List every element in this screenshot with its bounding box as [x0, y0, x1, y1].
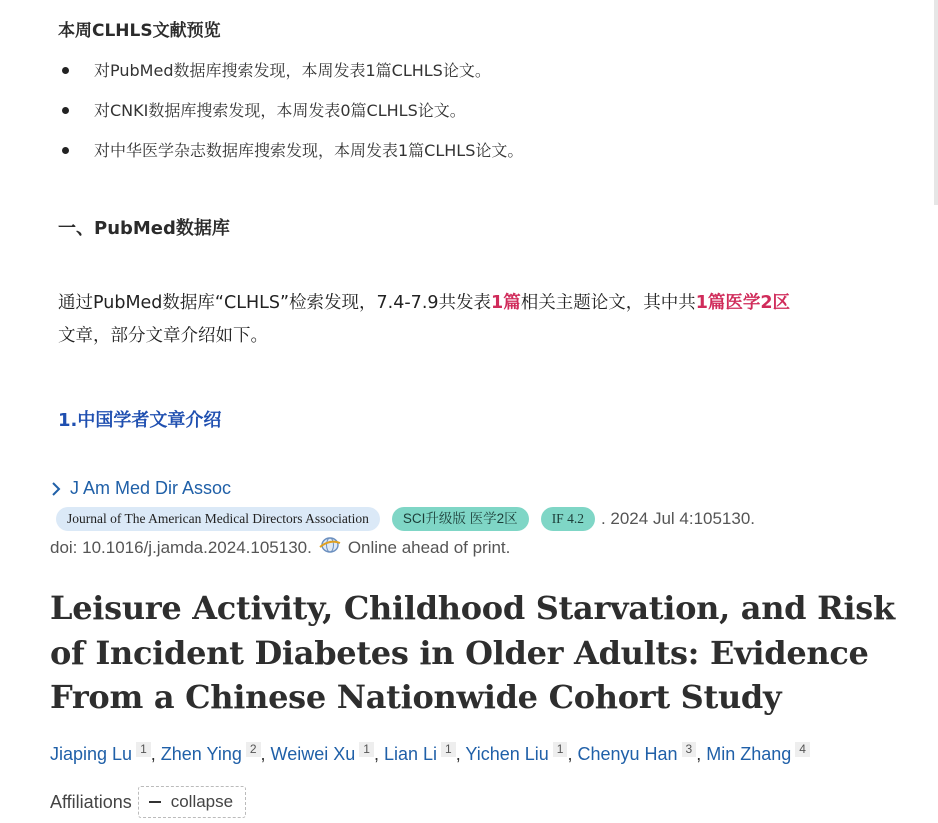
intro-paragraph — [58, 287, 898, 353]
list-item-text: 对中华医学杂志数据库搜索发现，本周发表1篇CLHLS论文。 — [94, 141, 524, 160]
affiliation-ref[interactable]: 1 — [441, 742, 456, 757]
separator: , — [696, 744, 707, 764]
author-link[interactable]: Yichen Liu — [465, 744, 549, 764]
author-link[interactable]: Zhen Ying — [160, 744, 242, 764]
section-heading: 一、PubMed数据库 — [58, 218, 230, 239]
journal-abbrev: J Am Med Dir Assoc — [70, 478, 232, 498]
affiliation-ref[interactable]: 3 — [682, 742, 697, 757]
preview-list — [58, 58, 523, 178]
list-item-text: 对CNKI数据库搜索发现，本周发表0篇CLHLS论文。 — [94, 101, 466, 120]
scrollbar[interactable] — [934, 0, 938, 205]
collapse-label: collapse — [170, 792, 234, 811]
author-link[interactable]: Chenyu Han — [577, 744, 678, 764]
bullet-icon — [62, 147, 69, 154]
doi-text[interactable]: doi: 10.1016/j.jamda.2024.105130. — [50, 538, 312, 557]
author-link[interactable]: Min Zhang — [706, 744, 792, 764]
author-link[interactable]: Weiwei Xu — [270, 744, 356, 764]
highlight-count: 1篇 — [491, 293, 521, 313]
chevron-right-icon — [50, 481, 62, 497]
affiliation-ref[interactable]: 1 — [136, 742, 151, 757]
publication-date: . 2024 Jul 4:105130. — [600, 509, 756, 528]
article-title: Leisure Activity, Childhood Starvation, and Risk of Incident Diabetes in Older Adults: Evidence From a Chinese Nationwide Cohort Study — [50, 589, 895, 716]
affiliation-ref[interactable]: 2 — [246, 742, 261, 757]
affiliations-label: Affiliations — [50, 791, 132, 812]
bullet-icon — [62, 67, 69, 74]
author-link[interactable]: Lian Li — [383, 744, 437, 764]
impact-factor-badge[interactable]: IF 4.2 — [541, 507, 595, 531]
journal-full-badge[interactable]: Journal of The American Medical Directors Association — [56, 507, 380, 531]
bullet-icon — [62, 107, 69, 114]
online-status: Online ahead of print. — [347, 538, 511, 557]
separator: , — [260, 744, 271, 764]
para-text: 相关主题论文，其中共 — [520, 293, 696, 313]
affiliation-ref[interactable]: 4 — [795, 742, 810, 757]
journal-link[interactable] — [50, 478, 231, 499]
author-link[interactable]: Jiaping Lu — [50, 744, 133, 764]
affiliations-row — [50, 786, 246, 818]
separator: , — [150, 744, 161, 764]
doi-row — [50, 538, 510, 558]
list-item — [58, 58, 523, 98]
para-text: 通过PubMed数据库“CLHLS”检索发现，7.4-7.9共发表 — [58, 293, 492, 313]
para-text: 文章，部分文章介绍如下。 — [58, 326, 268, 346]
list-item — [58, 98, 523, 138]
journal-meta — [56, 506, 755, 532]
affiliation-ref[interactable]: 1 — [359, 742, 374, 757]
preview-heading: 本周CLHLS文献预览 — [58, 21, 221, 41]
separator: , — [455, 744, 466, 764]
list-item — [58, 138, 523, 178]
subsection-heading: 1.中国学者文章介绍 — [58, 410, 222, 431]
separator: , — [567, 744, 578, 764]
minus-icon — [149, 801, 161, 803]
affiliation-ref[interactable]: 1 — [553, 742, 568, 757]
list-item-text: 对PubMed数据库搜索发现，本周发表1篇CLHLS论文。 — [94, 61, 491, 80]
collapse-button[interactable] — [138, 786, 246, 818]
highlight-zone: 1篇医学2区 — [695, 293, 791, 313]
author-list — [50, 744, 810, 765]
globe-icon — [318, 535, 342, 555]
separator: , — [373, 744, 384, 764]
sci-zone-badge[interactable]: SCI升级版 医学2区 — [392, 507, 529, 531]
